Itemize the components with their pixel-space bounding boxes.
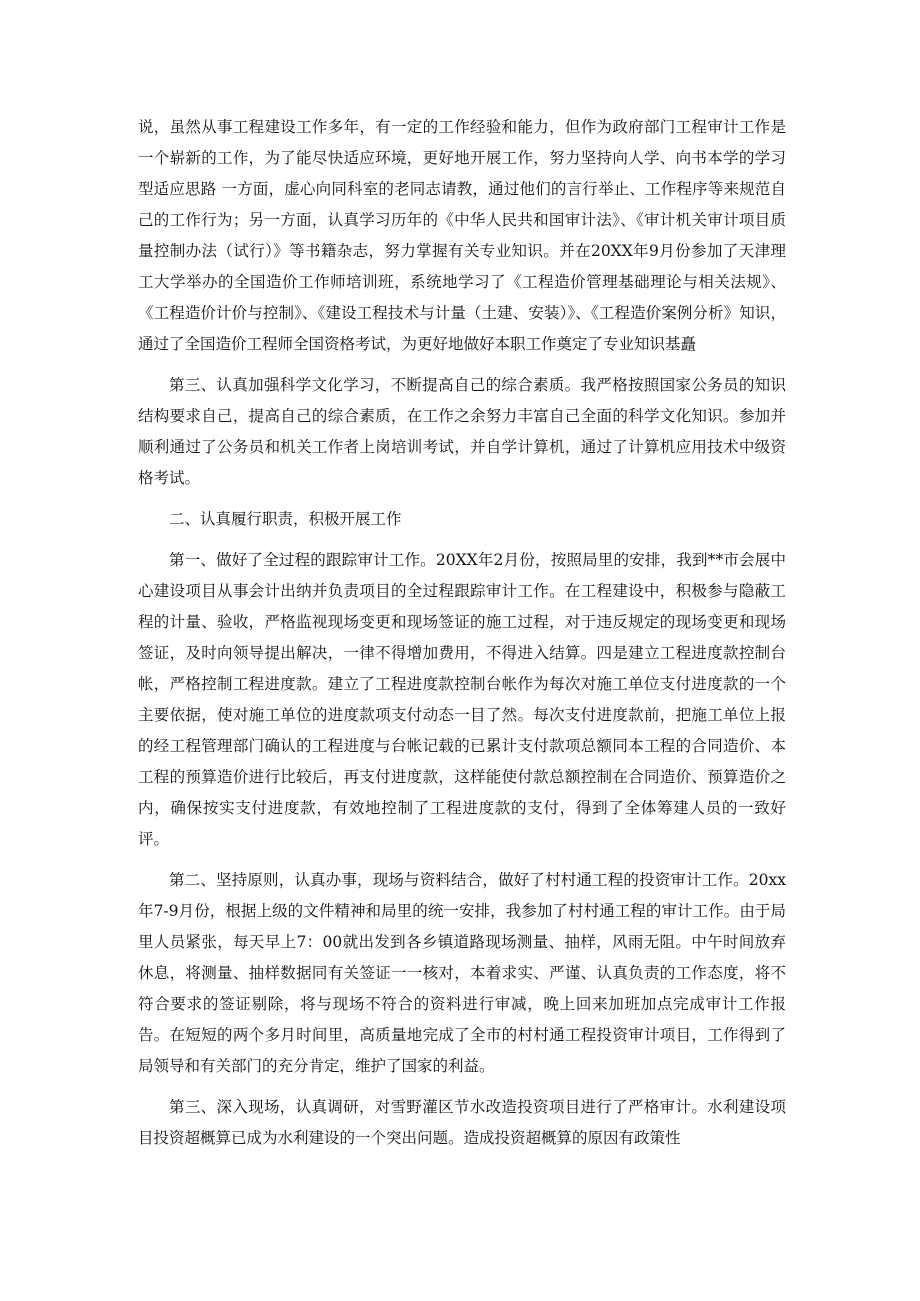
paragraph-village-road-audit: 第二、坚持原则，认真办事，现场与资料结合，做好了村村通工程的投资审计工作。20xx年7-9月份，根据上级的文件精神和局里的统一安排，我参加了村村通工程的审计工作。由于局里人员紧张，每天早上7：00就出发到各乡镇道路现场测量、抽样，风雨无阻。中午时间放弃休息，将测量、抽样数据同有关签证一一核对，本着求实、严谨、认真负责的工作态度，将不符合要求的签证剔除，将与现场不符合的资料进行审减，晚上回来加班加点完成审计工作报告。在短短的两个多月时间里，高质量地完成了全市的村村通工程投资审计项目，工作得到了局领导和有关部门的充分肯定，维护了国家的利益。 [138,871,786,1075]
document-body [138,112,786,1164]
section-heading-duties: 二、认真履行职责，积极开展工作 [169,510,402,528]
paragraph-science-study: 第三、认真加强科学文化学习，不断提高自己的综合素质。我严格按照国家公务员的知识结构要求自己，提高自己的综合素质，在工作之余努力丰富自己全面的科学文化知识。参加并顺利通过了公务员和机关工作者上岗培训考试，并自学计算机，通过了计算机应用技术中级资格考试。 [138,376,786,487]
paragraph-irrigation-audit: 第三、深入现场，认真调研，对雪野灌区节水改造投资项目进行了严格审计。水利建设项目投资超概算已成为水利建设的一个突出问题。造成投资超概算的原因有政策性 [138,1098,786,1147]
paragraph-continuation: 说，虽然从事工程建设工作多年，有一定的工作经验和能力，但作为政府部门工程审计工作是一个崭新的工作，为了能尽快适应环境，更好地开展工作，努力坚持向人学、向书本学的学习型适应思路 一方面，虚心向同科室的老同志请教，通过他们的言行举止、工作程序等来规范自己的工作行为；另一方面，认真学习历年的《中华人民共和国审计法》、《审计机关审计项目质量控制办法（试行）》等书籍杂志，努力掌握有关专业知识。并在20XX年9月份参加了天津理工大学举办的全国造价工作师培训班，系统地学习了《工程造价管理基础理论与相关法规》、《工程造价计价与控制》、《建设工程技术与计量（土建、安装）》、《工程造价案例分析》知识，通过了全国造价工程师全国资格考试，为更好地做好本职工作奠定了专业知识基矗 [138,118,786,353]
paragraph-tracking-audit: 第一、做好了全过程的跟踪审计工作。20XX年2月份，按照局里的安排，我到**市会展中心建设项目从事会计出纳并负责项目的全过程跟踪审计工作。在工程建设中，积极参与隐蔽工程的计量、验收，严格监视现场变更和现场签证的施工过程，对于违反规定的现场变更和现场签证，及时向领导提出解决，一律不得增加费用，不得进入结算。四是建立工程进度款控制台帐，严格控制工程进度款。建立了工程进度款控制台帐作为每次对施工单位支付进度款的一个主要依据，使对施工单位的进度款项支付动态一目了然。每次支付进度款前，把施工单位上报的经工程管理部门确认的工程进度与台帐记载的已累计支付款项总额同本工程的合同造价、本工程的预算造价进行比较后，再支付进度款，这样能使付款总额控制在合同造价、预算造价之内，确保按实支付进度款，有效地控制了工程进度款的支付，得到了全体筹建人员的一致好评。 [138,551,786,848]
